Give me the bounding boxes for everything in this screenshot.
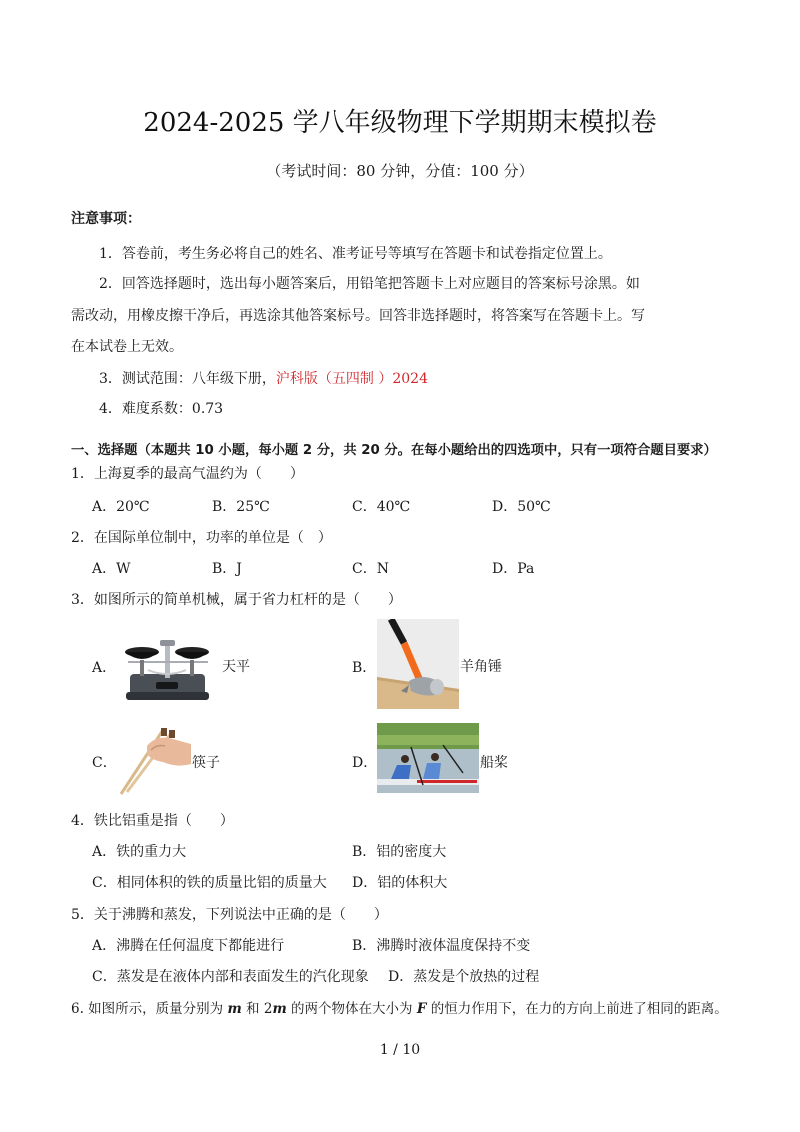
- notice-item-4: 4．难度系数：0.73: [99, 401, 224, 417]
- section-heading: 一、选择题（本题共 10 小题，每小题 2 分，共 20 分。在每小题给出的四选项中，只有一项符合题目要求）: [71, 443, 717, 458]
- q3-option-b-caption: 羊角锤: [460, 659, 502, 675]
- variable-m: m: [272, 1001, 287, 1017]
- q1-option-b[interactable]: B．25℃: [212, 499, 270, 515]
- q3-option-d-letter[interactable]: D．: [352, 755, 378, 771]
- notice-item-3: [99, 368, 428, 388]
- q4-option-b[interactable]: B．铝的密度大: [352, 844, 447, 860]
- q4-option-d[interactable]: D．铝的体积大: [352, 875, 448, 891]
- notice-item-2-cont: 需改动，用橡皮擦干净后，再选涂其他答案标号。回答非选择题时，将答案写在答题卡上。写: [71, 308, 645, 324]
- notice-item-2: 2．回答选择题时，选出每小题答案后，用铅笔把答题卡上对应题目的答案标号涂黑。如: [99, 276, 640, 292]
- q2-option-b[interactable]: B．J: [212, 561, 242, 577]
- exam-subtitle: （考试时间：80 分钟，分值：100 分）: [266, 162, 534, 180]
- q3-option-a-letter[interactable]: A．: [92, 660, 117, 676]
- q2-option-d[interactable]: D．Pa: [492, 561, 535, 577]
- q1-option-a[interactable]: A．20℃: [92, 499, 150, 515]
- q5-option-b[interactable]: B．沸腾时液体温度保持不变: [352, 938, 531, 954]
- q5-option-a[interactable]: A．沸腾在任何温度下都能进行: [92, 938, 285, 954]
- q4-option-a[interactable]: A．铁的重力大: [92, 844, 187, 860]
- q3-option-c-letter[interactable]: C．: [92, 755, 117, 771]
- chopsticks-image: [117, 724, 192, 796]
- question-4-stem: 4．铁比铝重是指（ ）: [71, 813, 234, 829]
- question-3-stem: 3．如图所示的简单机械，属于省力杠杆的是（ ）: [71, 592, 402, 608]
- q2-option-c[interactable]: C．N: [352, 561, 389, 577]
- q4-option-c[interactable]: C．相同体积的铁的质量比铝的质量大: [92, 875, 327, 891]
- question-6-stem: 6. 如图所示，质量分别为 m 和 2m 的两个物体在大小为 F 的恒力作用下，在力的方向上前进了相同的距离。: [71, 1001, 728, 1017]
- balance-scale-image: [120, 634, 215, 704]
- variable-f: F: [416, 1001, 427, 1017]
- q3-option-b-letter[interactable]: B．: [352, 660, 377, 676]
- question-1-stem: 1．上海夏季的最高气温约为（ ）: [71, 466, 304, 482]
- q2-option-a[interactable]: A．W: [92, 561, 131, 577]
- page-number: 1 / 10: [379, 1042, 421, 1058]
- q1-option-d[interactable]: D．50℃: [492, 499, 551, 515]
- notice-heading: 注意事项：: [71, 211, 141, 227]
- question-5-stem: 5．关于沸腾和蒸发，下列说法中正确的是（ ）: [71, 907, 388, 923]
- q5-option-c[interactable]: C．蒸发是在液体内部和表面发生的汽化现象: [92, 969, 369, 985]
- notice-item-2-end: 在本试卷上无效。: [71, 339, 183, 355]
- question-2-stem: 2．在国际单位制中，功率的单位是（ ）: [71, 530, 332, 546]
- scope-label: 3．测试范围：八年级下册，: [99, 371, 276, 387]
- claw-hammer-image: [377, 619, 459, 709]
- scope-highlight: 沪科版（五四制 ）2024: [275, 371, 429, 387]
- q3-option-a-caption: 天平: [222, 659, 250, 675]
- exam-title: 2024-2025 学八年级物理下学期期末模拟卷: [143, 108, 657, 138]
- q3-option-d-caption: 船桨: [480, 755, 508, 771]
- q1-option-c[interactable]: C．40℃: [352, 499, 411, 515]
- q3-option-c-caption: 筷子: [192, 755, 220, 771]
- q5-option-d[interactable]: D．蒸发是个放热的过程: [388, 969, 540, 985]
- notice-item-1: 1．答卷前，考生务必将自己的姓名、准考证号等填写在答题卡和试卷指定位置上。: [99, 246, 612, 262]
- canoe-paddle-image: [377, 723, 479, 793]
- variable-m: m: [227, 1001, 242, 1017]
